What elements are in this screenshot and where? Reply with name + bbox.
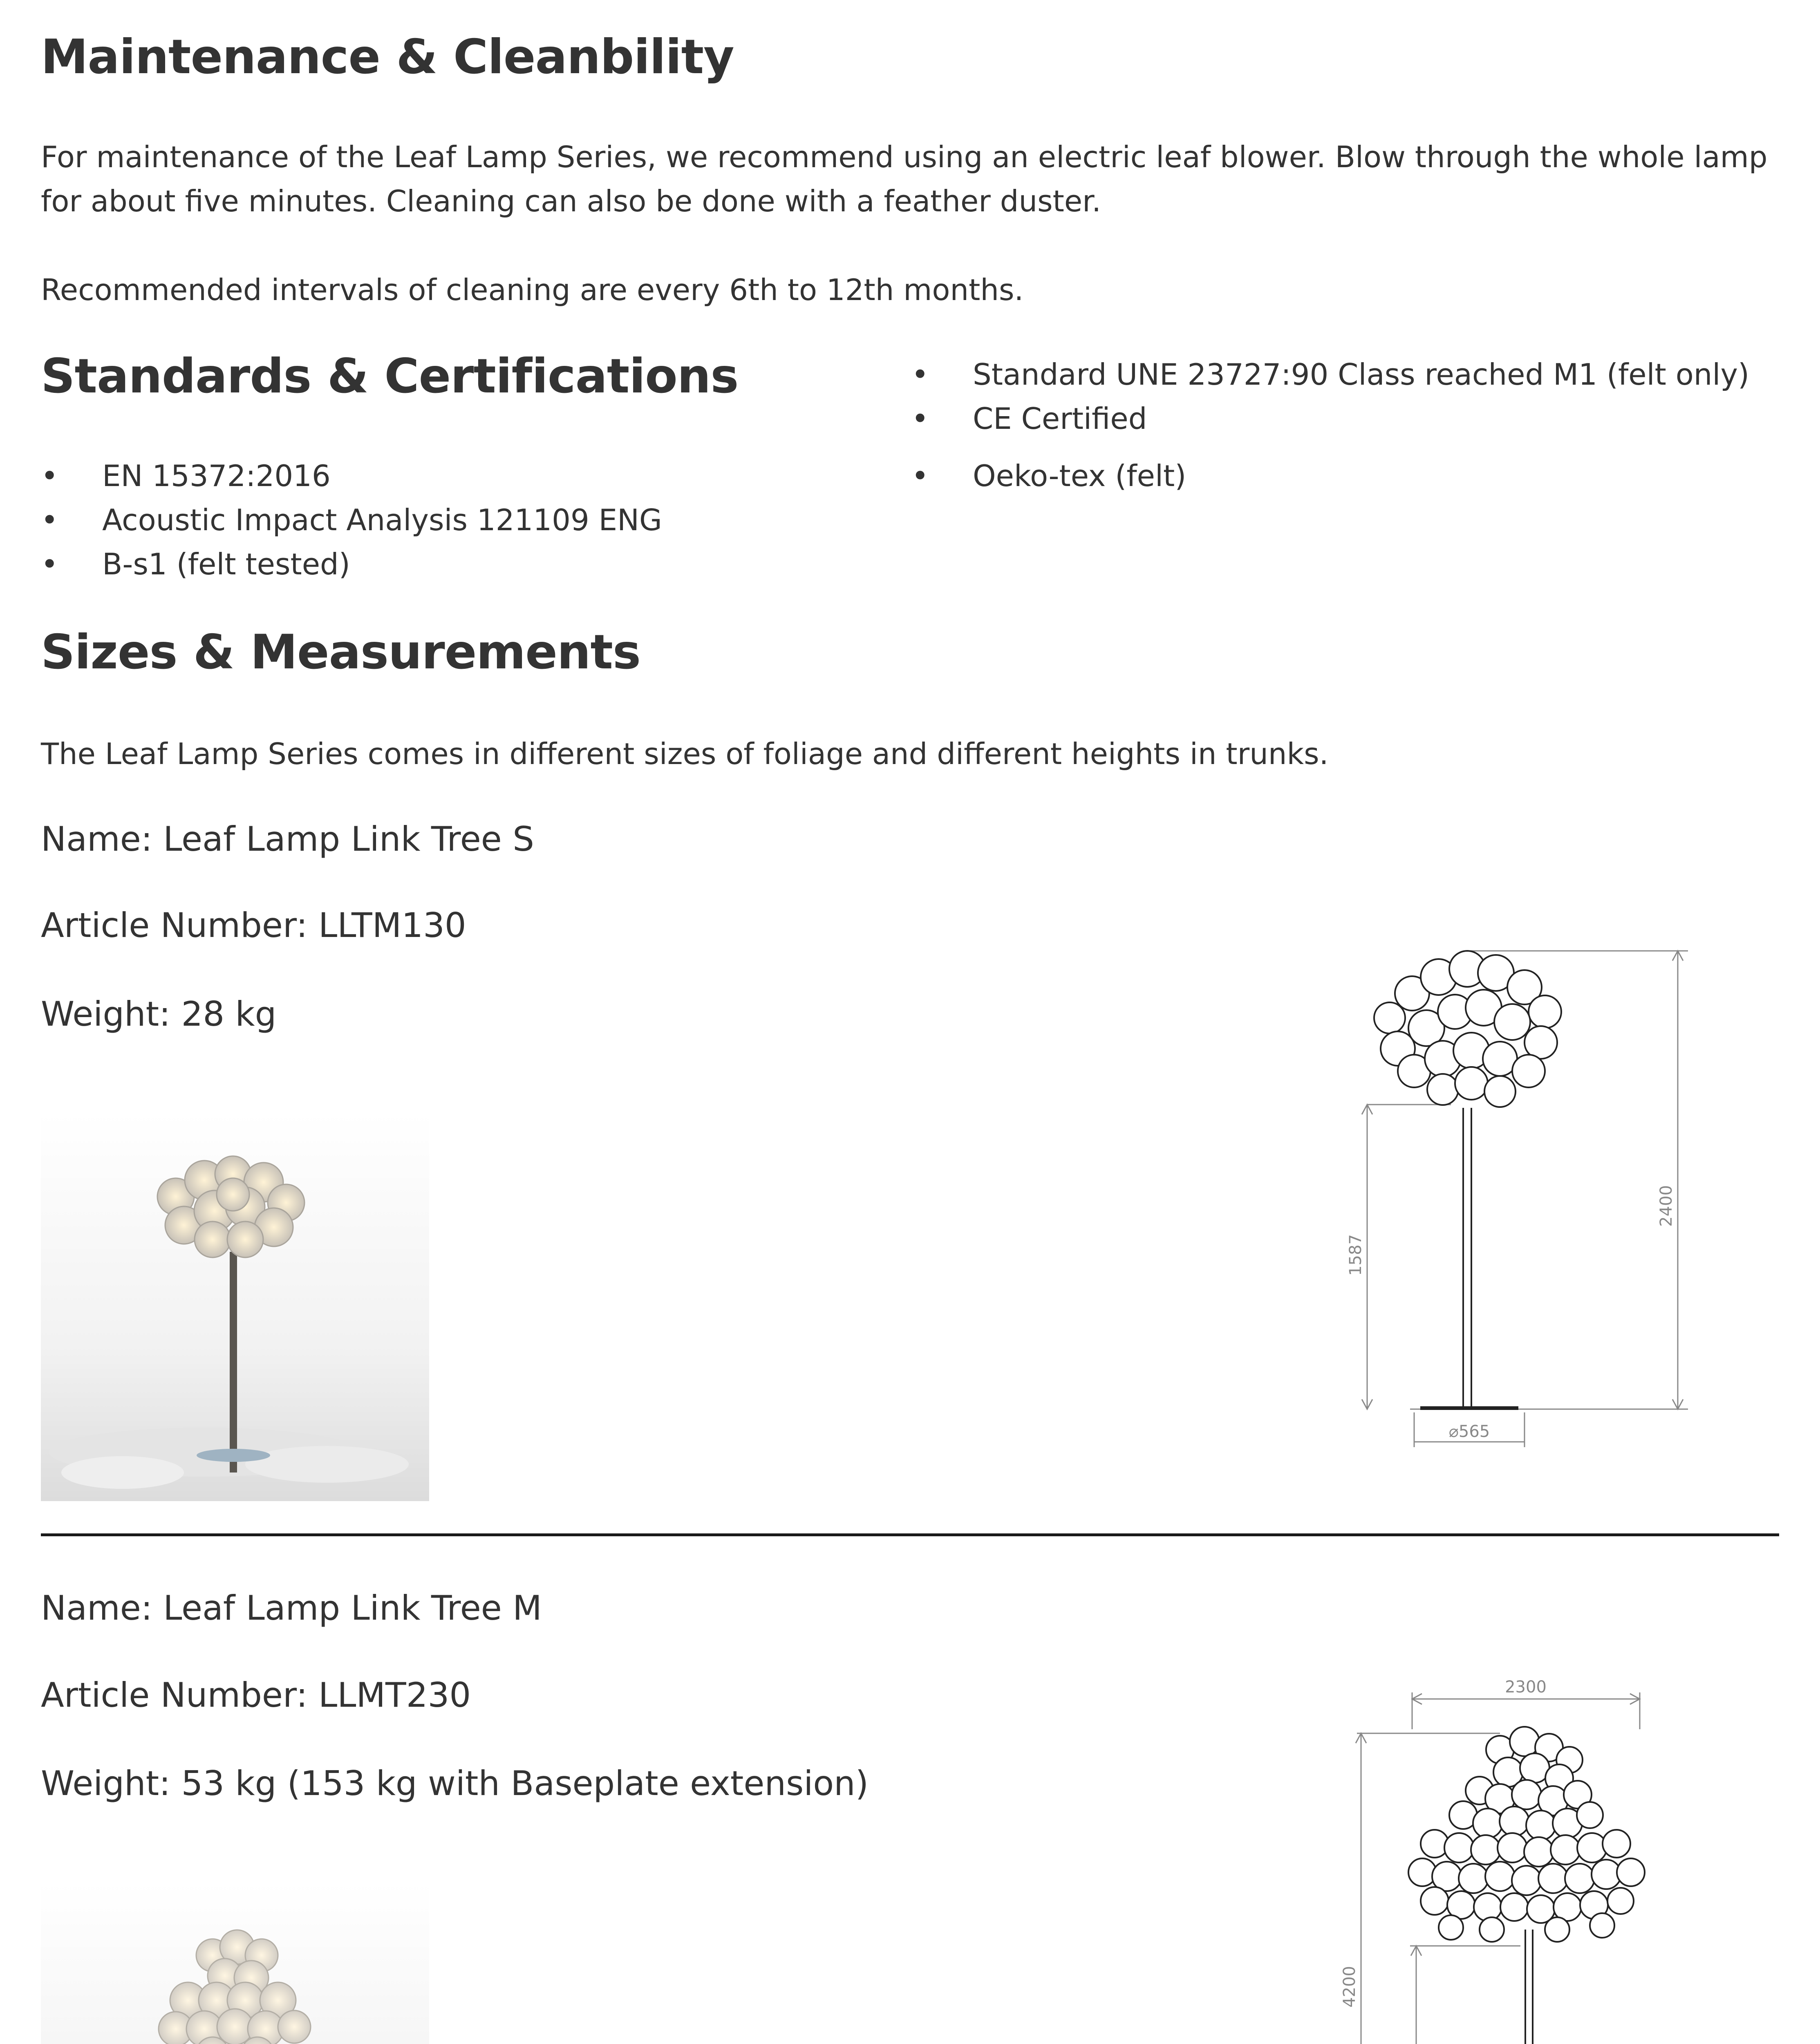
sizes-intro: The Leaf Lamp Series comes in different sizes of foliage and different heights in trunks.	[41, 737, 1329, 771]
product-m-dimension-drawing	[1328, 1668, 1696, 2044]
product-s-weight: Weight: 28 kg	[41, 994, 277, 1034]
sizes-title: Sizes & Measurements	[41, 625, 640, 680]
product-s-trunk-height-label: 1587	[1346, 1234, 1365, 1276]
product-m-article: Article Number: LLMT230	[41, 1675, 471, 1715]
cleaning-interval-text: Recommended intervals of cleaning are every 6th to 12th months.	[41, 273, 1024, 307]
product-s-dimension-drawing	[1328, 936, 1696, 1469]
standards-title: Standards & Certifications	[41, 349, 739, 404]
standards-list-left	[41, 454, 662, 586]
maintenance-text-line-1: For maintenance of the Leaf Lamp Series, we recommend using an electric leaf blower. Blow through the whole lamp	[41, 140, 1768, 174]
section-divider	[41, 1533, 1779, 1536]
maintenance-text-line-2: for about five minutes. Cleaning can also be done with a feather duster.	[41, 184, 1101, 218]
standard-item: • Acoustic Impact Analysis 121109 ENG	[41, 498, 662, 542]
product-s-photo	[41, 1113, 429, 1501]
standard-item: • Standard UNE 23727:90 Class reached M1 (felt only)	[911, 352, 1749, 397]
product-s-article: Article Number: LLTM130	[41, 905, 466, 945]
product-m-total-height-label: 4200	[1340, 1966, 1359, 2008]
product-s-total-height-label: 2400	[1657, 1185, 1676, 1227]
maintenance-title: Maintenance & Cleanbility	[41, 29, 734, 85]
standard-item: • CE Certified	[911, 397, 1749, 441]
product-m-name: Name: Leaf Lamp Link Tree M	[41, 1588, 542, 1628]
standard-item: • EN 15372:2016	[41, 454, 662, 498]
product-s-base-diameter-label: ⌀565	[1448, 1422, 1490, 1441]
product-m-photo	[41, 1882, 429, 2044]
product-m-width-label: 2300	[1505, 1678, 1547, 1697]
standard-item: • B-s1 (felt tested)	[41, 542, 662, 586]
standard-item: • Oeko-tex (felt)	[911, 454, 1749, 498]
product-m-weight: Weight: 53 kg (153 kg with Baseplate extension)	[41, 1764, 869, 1803]
standards-list-right	[911, 352, 1749, 498]
product-s-name: Name: Leaf Lamp Link Tree S	[41, 819, 534, 859]
